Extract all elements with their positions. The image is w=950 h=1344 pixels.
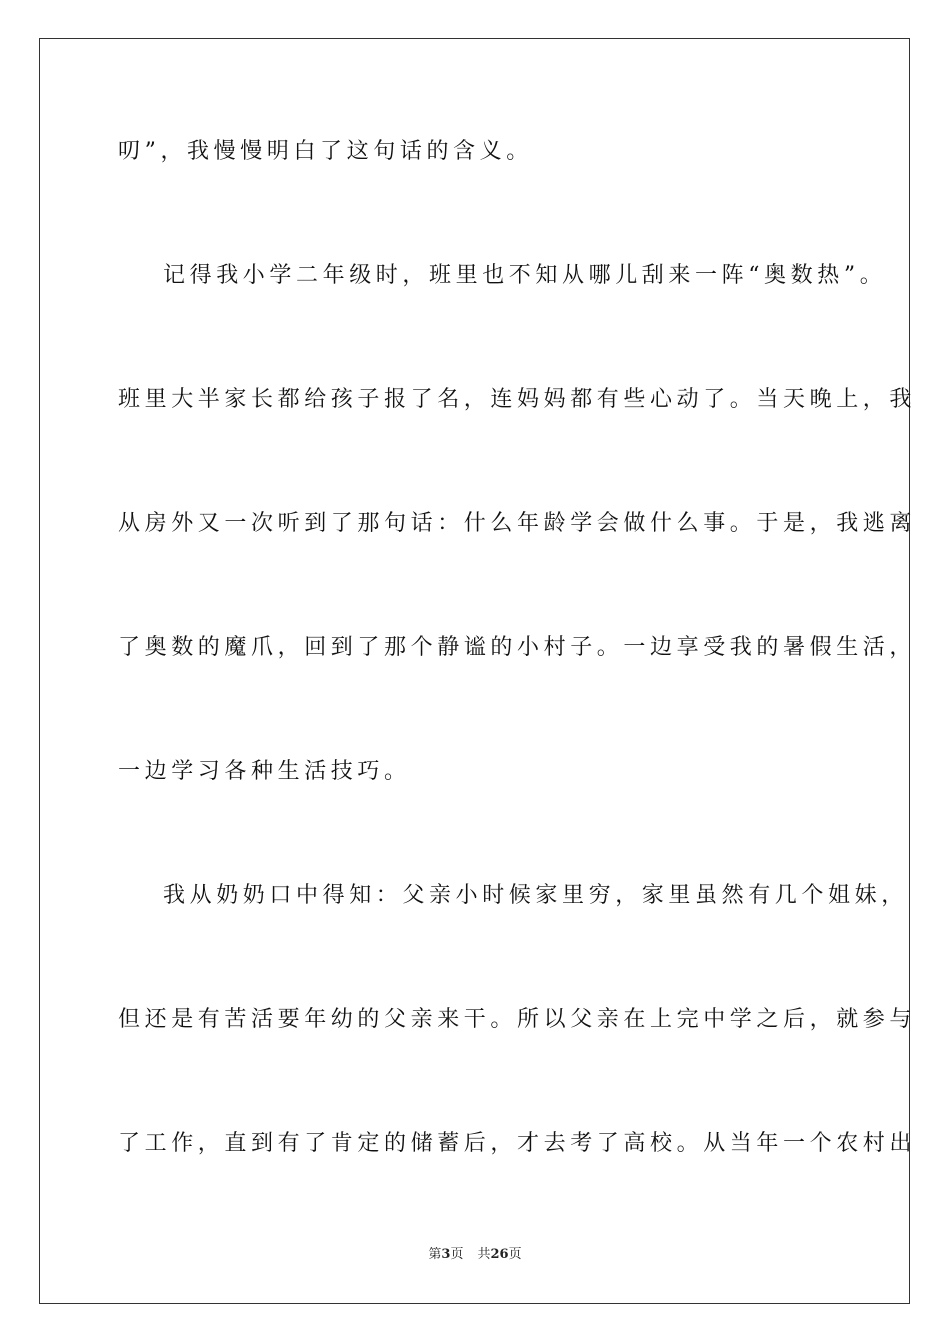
page-footer — [0, 1246, 950, 1264]
total-prefix: 共 — [477, 1247, 491, 1262]
page-suffix: 页 — [450, 1247, 464, 1262]
paragraph-line: 从房外又一次听到了那句话：什么年龄学会做什么事。于是，我逃离 — [118, 511, 917, 536]
page-prefix: 第 — [428, 1247, 442, 1262]
total-pages: 26 — [490, 1247, 509, 1262]
paragraph-line: 一边学习各种生活技巧。 — [118, 759, 411, 784]
paragraph-line: 记得我小学二年级时，班里也不知从哪儿刮来一阵“奥数热”。 — [163, 263, 887, 288]
paragraph-line: 班里大半家长都给孩子报了名，连妈妈都有些心动了。当天晚上，我 — [118, 387, 917, 412]
paragraph-line: 了奥数的魔爪，回到了那个静谧的小村子。一边享受我的暑假生活， — [118, 635, 917, 660]
paragraph-line: 叨”，我慢慢明白了这句话的含义。 — [118, 139, 533, 164]
paragraph-line: 但还是有苦活要年幼的父亲来干。所以父亲在上完中学之后，就参与 — [118, 1007, 917, 1032]
page-number: 3 — [441, 1247, 451, 1262]
paragraph-line: 了工作，直到有了肯定的储蓄后，才去考了高校。从当年一个农村出 — [118, 1131, 917, 1156]
paragraph-line: 我从奶奶口中得知：父亲小时候家里穷，家里虽然有几个姐妹， — [163, 883, 908, 908]
total-suffix: 页 — [508, 1247, 522, 1262]
page-border — [39, 38, 917, 1304]
